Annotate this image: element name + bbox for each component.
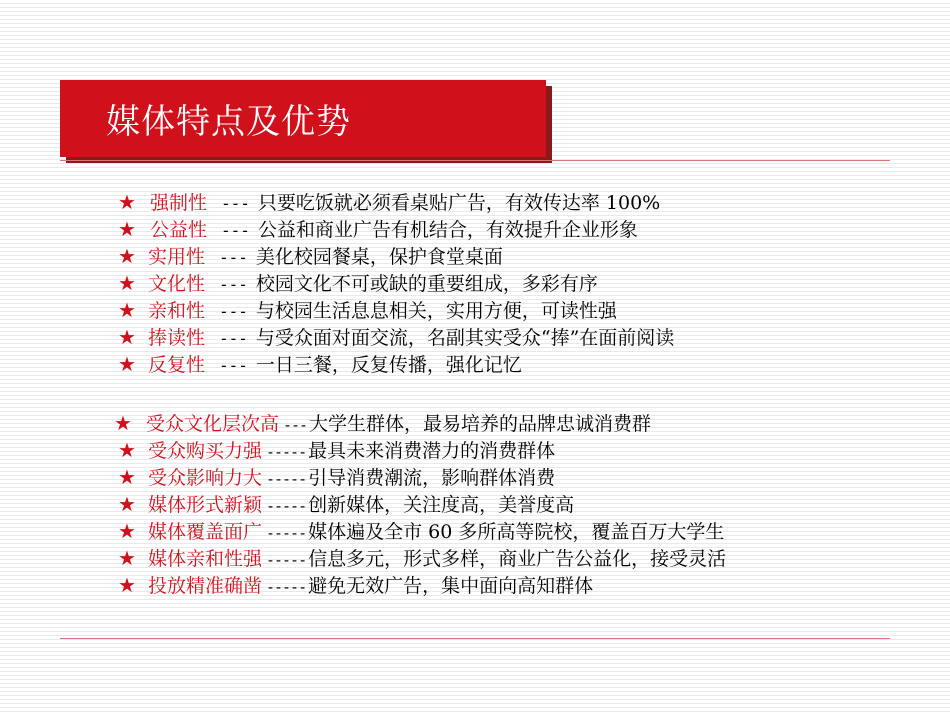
star-icon: ★ (118, 438, 136, 462)
separator: ----- (265, 551, 307, 569)
star-icon: ★ (114, 411, 132, 435)
feature-desc: 美化校园餐桌，保护食堂桌面 (255, 246, 503, 268)
list-item (118, 352, 522, 378)
feature-term: 亲和性 (147, 300, 205, 322)
star-icon: ★ (118, 519, 136, 543)
star-icon: ★ (118, 298, 136, 322)
separator: --- (218, 248, 248, 267)
feature-term: 媒体亲和性强 (147, 548, 262, 570)
feature-term: 受众购买力强 (147, 440, 262, 462)
star-icon: ★ (118, 271, 136, 295)
list-item (118, 271, 598, 297)
list-item (118, 244, 503, 270)
separator: ----- (265, 443, 307, 461)
slide-title: 媒体特点及优势 (106, 102, 351, 142)
star-icon: ★ (118, 190, 136, 214)
separator: --- (218, 356, 248, 375)
separator: --- (218, 329, 248, 348)
feature-term: 媒体覆盖面广 (147, 521, 262, 543)
feature-term: 反复性 (147, 354, 205, 376)
feature-desc: 校园文化不可或缺的重要组成，多彩有序 (255, 273, 598, 295)
list-item (118, 298, 617, 324)
separator: --- (218, 275, 248, 294)
star-icon: ★ (118, 492, 136, 516)
feature-desc: 与受众面对面交流，名副其实受众“捧”在面前阅读 (255, 327, 675, 349)
list-item (118, 438, 555, 464)
feature-term: 受众影响力大 (147, 467, 262, 489)
list-item (118, 546, 726, 572)
list-item (114, 411, 651, 437)
separator: --- (220, 194, 250, 213)
feature-term: 文化性 (147, 273, 205, 295)
feature-desc: 引导消费潮流，影响群体消费 (308, 467, 556, 489)
feature-desc: 大学生群体，最易培养的品牌忠诚消费群 (309, 413, 652, 435)
title-bar (60, 80, 546, 157)
feature-term: 实用性 (147, 246, 205, 268)
separator: ----- (265, 578, 307, 596)
separator: --- (218, 302, 248, 321)
list-item (118, 519, 724, 545)
feature-term: 公益性 (149, 219, 207, 241)
feature-desc: 媒体遍及全市 60 多所高等院校，覆盖百万大学生 (308, 521, 725, 543)
feature-desc: 一日三餐，反复传播，强化记忆 (255, 354, 522, 376)
star-icon: ★ (118, 573, 136, 597)
separator: ----- (265, 524, 307, 542)
list-item (118, 573, 593, 599)
list-item (118, 217, 638, 243)
list-item (118, 190, 660, 216)
feature-term: 受众文化层次高 (145, 413, 279, 435)
feature-desc: 避免无效广告，集中面向高知群体 (308, 575, 594, 597)
star-icon: ★ (118, 217, 136, 241)
separator: --- (220, 221, 250, 240)
feature-desc: 只要吃饭就必须看桌贴广告，有效传达率 100% (257, 192, 661, 214)
separator: --- (282, 416, 308, 434)
feature-desc: 与校园生活息息相关，实用方便，可读性强 (255, 300, 617, 322)
star-icon: ★ (118, 325, 136, 349)
feature-desc: 公益和商业广告有机结合，有效提升企业形象 (257, 219, 638, 241)
separator: ----- (265, 497, 307, 515)
feature-term: 投放精准确凿 (147, 575, 262, 597)
separator: ----- (265, 470, 307, 488)
star-icon: ★ (118, 244, 136, 268)
feature-term: 捧读性 (147, 327, 205, 349)
star-icon: ★ (118, 352, 136, 376)
list-item (118, 492, 574, 518)
star-icon: ★ (118, 465, 136, 489)
feature-term: 媒体形式新颖 (147, 494, 262, 516)
list-item (118, 325, 674, 351)
star-icon: ★ (118, 546, 136, 570)
title-underline (60, 160, 890, 161)
footer-rule (60, 638, 890, 639)
list-item (118, 465, 555, 491)
feature-term: 强制性 (149, 192, 207, 214)
feature-desc: 创新媒体，关注度高，美誉度高 (308, 494, 575, 516)
feature-desc: 最具未来消费潜力的消费群体 (308, 440, 556, 462)
feature-desc: 信息多元，形式多样，商业广告公益化，接受灵活 (308, 548, 727, 570)
